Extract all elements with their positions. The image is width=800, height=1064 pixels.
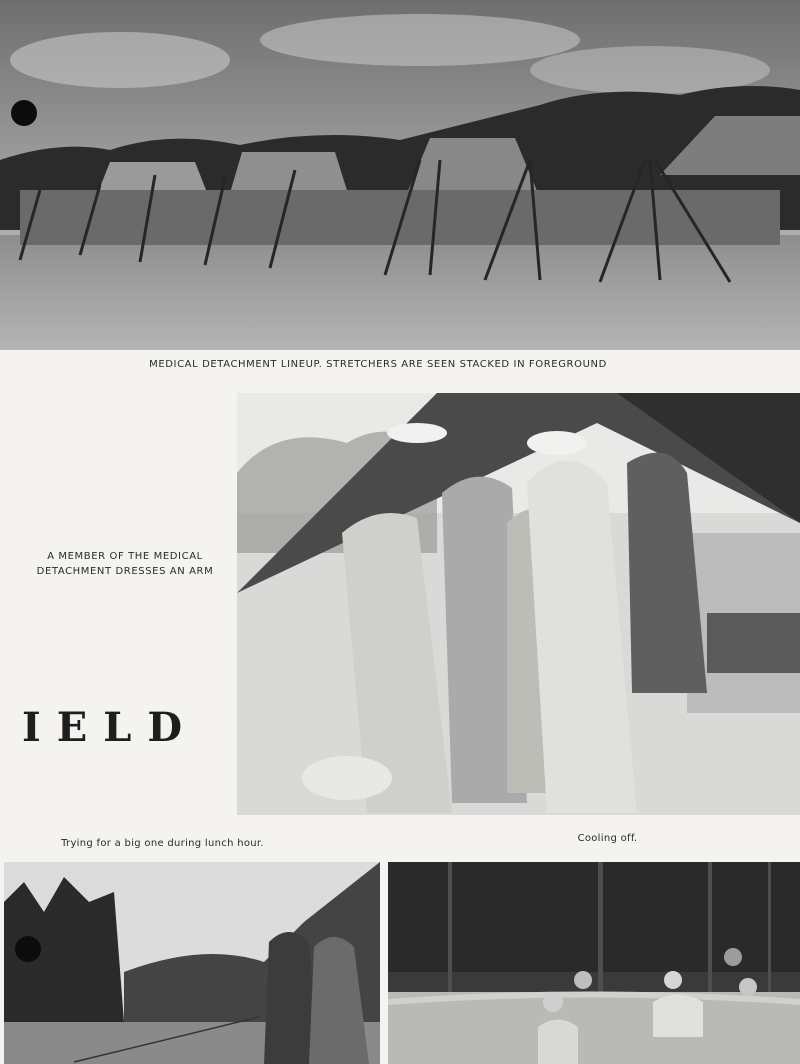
binder-hole-bottom	[15, 936, 41, 962]
binder-hole-top	[11, 100, 37, 126]
fishing-caption: Trying for a big one during lunch hour.	[61, 838, 264, 849]
medical-photo	[237, 393, 800, 815]
heading-fragment: IELD	[22, 704, 199, 751]
lineup-caption: MEDICAL DETACHMENT LINEUP. STRETCHERS ARE SEEN STACKED IN FOREGROUND	[149, 359, 607, 370]
medical-caption-line2: DETACHMENT DRESSES AN ARM	[36, 566, 214, 577]
cooling-caption: Cooling off.	[577, 833, 638, 844]
medical-caption-line1: A MEMBER OF THE MEDICAL	[47, 551, 203, 562]
cooling-photo	[388, 862, 800, 1064]
lineup-photo	[0, 0, 800, 350]
fishing-photo	[4, 862, 380, 1064]
